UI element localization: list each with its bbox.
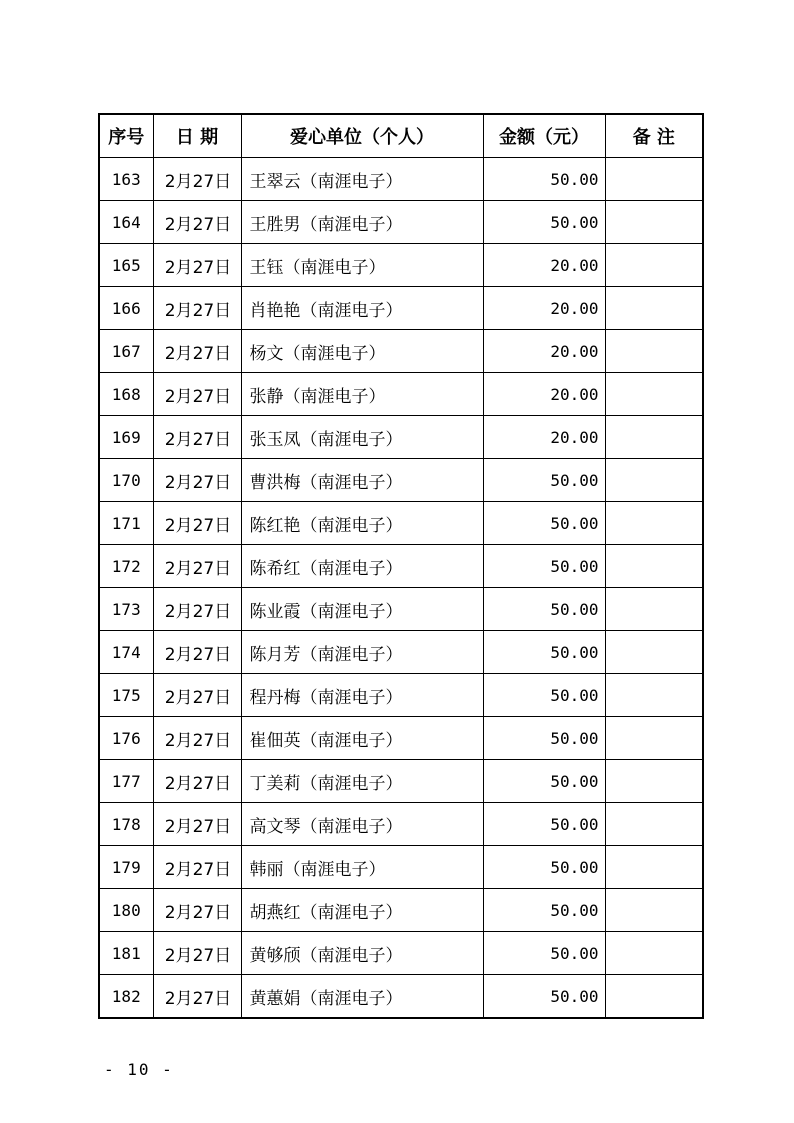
cell-amount: 50.00 (483, 545, 605, 588)
cell-donor: 王翠云（南涯电子） (241, 158, 483, 201)
cell-donor: 程丹梅（南涯电子） (241, 674, 483, 717)
cell-donor: 陈月芳（南涯电子） (241, 631, 483, 674)
header-seq: 序号 (99, 114, 153, 158)
cell-date: 2月27日 (153, 975, 241, 1019)
cell-date: 2月27日 (153, 717, 241, 760)
cell-donor: 曹洪梅（南涯电子） (241, 459, 483, 502)
cell-amount: 50.00 (483, 502, 605, 545)
cell-note (605, 201, 703, 244)
cell-date: 2月27日 (153, 803, 241, 846)
table-header (99, 114, 703, 158)
cell-amount: 50.00 (483, 846, 605, 889)
cell-seq: 168 (99, 373, 153, 416)
cell-amount: 20.00 (483, 416, 605, 459)
cell-note (605, 459, 703, 502)
cell-donor: 高文琴（南涯电子） (241, 803, 483, 846)
table-body (99, 158, 703, 1019)
cell-donor: 张玉凤（南涯电子） (241, 416, 483, 459)
cell-date: 2月27日 (153, 932, 241, 975)
cell-note (605, 416, 703, 459)
cell-date: 2月27日 (153, 373, 241, 416)
cell-note (605, 803, 703, 846)
cell-note (605, 373, 703, 416)
cell-amount: 20.00 (483, 244, 605, 287)
cell-note (605, 975, 703, 1019)
cell-note (605, 932, 703, 975)
cell-amount: 20.00 (483, 373, 605, 416)
table-row (99, 803, 703, 846)
cell-donor: 陈红艳（南涯电子） (241, 502, 483, 545)
cell-seq: 165 (99, 244, 153, 287)
cell-amount: 20.00 (483, 287, 605, 330)
cell-note (605, 631, 703, 674)
cell-date: 2月27日 (153, 846, 241, 889)
cell-amount: 50.00 (483, 631, 605, 674)
cell-donor: 陈业霞（南涯电子） (241, 588, 483, 631)
header-row (99, 114, 703, 158)
cell-seq: 164 (99, 201, 153, 244)
table-row (99, 287, 703, 330)
cell-seq: 181 (99, 932, 153, 975)
cell-note (605, 674, 703, 717)
table-row (99, 158, 703, 201)
cell-seq: 167 (99, 330, 153, 373)
header-note: 备 注 (605, 114, 703, 158)
cell-donor: 黄够颀（南涯电子） (241, 932, 483, 975)
cell-donor: 张静（南涯电子） (241, 373, 483, 416)
table-row (99, 674, 703, 717)
cell-amount: 50.00 (483, 889, 605, 932)
cell-amount: 20.00 (483, 330, 605, 373)
cell-note (605, 330, 703, 373)
table-row (99, 244, 703, 287)
cell-donor: 丁美莉（南涯电子） (241, 760, 483, 803)
table-row (99, 760, 703, 803)
cell-donor: 王钰（南涯电子） (241, 244, 483, 287)
cell-seq: 171 (99, 502, 153, 545)
cell-seq: 169 (99, 416, 153, 459)
cell-seq: 176 (99, 717, 153, 760)
cell-date: 2月27日 (153, 502, 241, 545)
cell-amount: 50.00 (483, 717, 605, 760)
table-row (99, 459, 703, 502)
cell-note (605, 717, 703, 760)
cell-amount: 50.00 (483, 201, 605, 244)
cell-donor: 王胜男（南涯电子） (241, 201, 483, 244)
cell-date: 2月27日 (153, 330, 241, 373)
table-row (99, 416, 703, 459)
cell-seq: 182 (99, 975, 153, 1019)
cell-donor: 崔佃英（南涯电子） (241, 717, 483, 760)
cell-seq: 179 (99, 846, 153, 889)
table-row (99, 502, 703, 545)
cell-seq: 178 (99, 803, 153, 846)
cell-note (605, 846, 703, 889)
cell-note (605, 889, 703, 932)
cell-date: 2月27日 (153, 588, 241, 631)
header-date: 日 期 (153, 114, 241, 158)
cell-note (605, 760, 703, 803)
donation-table (98, 113, 704, 1019)
table-row (99, 373, 703, 416)
cell-seq: 180 (99, 889, 153, 932)
cell-amount: 50.00 (483, 760, 605, 803)
cell-seq: 175 (99, 674, 153, 717)
table-row (99, 588, 703, 631)
cell-amount: 50.00 (483, 975, 605, 1019)
table-row (99, 631, 703, 674)
cell-date: 2月27日 (153, 459, 241, 502)
cell-amount: 50.00 (483, 674, 605, 717)
header-amount: 金额（元） (483, 114, 605, 158)
cell-donor: 陈希红（南涯电子） (241, 545, 483, 588)
cell-amount: 50.00 (483, 158, 605, 201)
cell-donor: 胡燕红（南涯电子） (241, 889, 483, 932)
table-row (99, 717, 703, 760)
cell-seq: 170 (99, 459, 153, 502)
cell-note (605, 588, 703, 631)
cell-note (605, 545, 703, 588)
cell-seq: 172 (99, 545, 153, 588)
table-row (99, 889, 703, 932)
cell-date: 2月27日 (153, 416, 241, 459)
cell-date: 2月27日 (153, 287, 241, 330)
cell-date: 2月27日 (153, 244, 241, 287)
table-row (99, 975, 703, 1019)
table-row (99, 330, 703, 373)
cell-amount: 50.00 (483, 588, 605, 631)
cell-seq: 174 (99, 631, 153, 674)
cell-donor: 韩丽（南涯电子） (241, 846, 483, 889)
cell-amount: 50.00 (483, 459, 605, 502)
cell-seq: 163 (99, 158, 153, 201)
cell-date: 2月27日 (153, 631, 241, 674)
cell-amount: 50.00 (483, 932, 605, 975)
table-row (99, 545, 703, 588)
cell-seq: 177 (99, 760, 153, 803)
cell-note (605, 502, 703, 545)
page-number: - 10 - (104, 1060, 174, 1079)
cell-donor: 肖艳艳（南涯电子） (241, 287, 483, 330)
cell-seq: 173 (99, 588, 153, 631)
header-donor: 爱心单位（个人） (241, 114, 483, 158)
cell-date: 2月27日 (153, 889, 241, 932)
table-row (99, 201, 703, 244)
cell-date: 2月27日 (153, 201, 241, 244)
cell-date: 2月27日 (153, 545, 241, 588)
table-row (99, 932, 703, 975)
cell-note (605, 244, 703, 287)
cell-donor: 杨文（南涯电子） (241, 330, 483, 373)
cell-note (605, 287, 703, 330)
cell-date: 2月27日 (153, 158, 241, 201)
cell-note (605, 158, 703, 201)
table-row (99, 846, 703, 889)
cell-seq: 166 (99, 287, 153, 330)
cell-date: 2月27日 (153, 674, 241, 717)
cell-donor: 黄蕙娟（南涯电子） (241, 975, 483, 1019)
cell-amount: 50.00 (483, 803, 605, 846)
cell-date: 2月27日 (153, 760, 241, 803)
